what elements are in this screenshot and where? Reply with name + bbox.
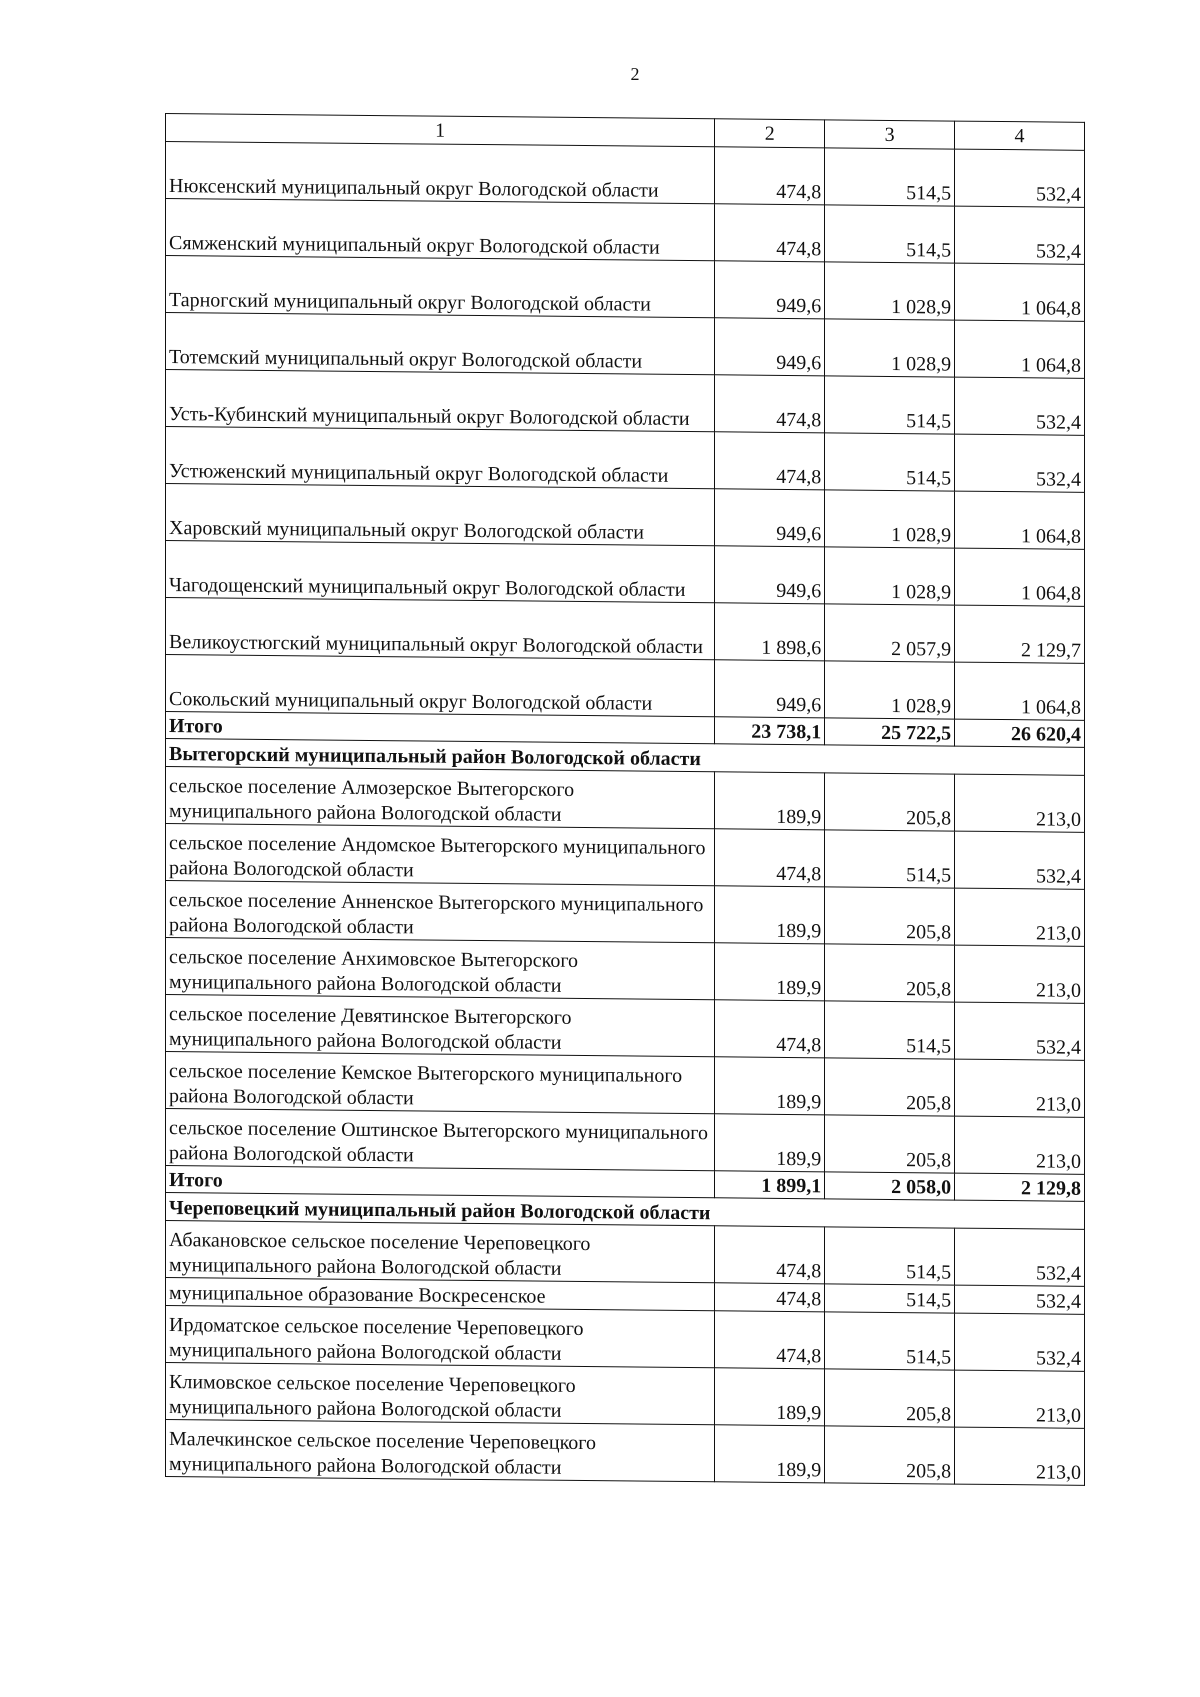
amount-col-3: 514,5 [825, 1001, 955, 1059]
table-row [166, 881, 1085, 947]
municipality-name: Тарногский муниципальный округ Вологодской области [166, 256, 715, 318]
column-number: 4 [955, 121, 1085, 150]
column-number: 3 [825, 120, 955, 149]
amount-col-2: 474,8 [715, 375, 825, 433]
total-label: Итого [166, 712, 715, 744]
amount-col-2: 189,9 [715, 1368, 825, 1426]
amount-col-2: 474,8 [715, 204, 825, 262]
amount-col-3: 1 028,9 [825, 490, 955, 548]
amount-col-2: 23 738,1 [715, 717, 825, 745]
amount-col-4: 2 129,7 [955, 605, 1085, 663]
total-label: Итого [166, 1166, 715, 1198]
amount-col-4: 1 064,8 [955, 548, 1085, 606]
municipality-name: сельское поселение Кемское Вытегорского муниципального района Вологодской области [166, 1052, 715, 1114]
table-row [166, 142, 1085, 208]
amount-col-2: 474,8 [715, 147, 825, 205]
table-row [166, 598, 1085, 664]
amount-col-2: 949,6 [715, 318, 825, 376]
municipality-name: сельское поселение Андомское Вытегорского муниципального района Вологодской области [166, 824, 715, 886]
amount-col-3: 205,8 [825, 1058, 955, 1116]
amount-col-4: 532,4 [955, 434, 1085, 492]
amount-col-4: 26 620,4 [955, 719, 1085, 747]
amount-col-2: 189,9 [715, 1057, 825, 1115]
section-title: Череповецкий муниципальный район Вологодской области [166, 1193, 1085, 1230]
amount-col-2: 189,9 [715, 943, 825, 1001]
amount-col-3: 205,8 [825, 887, 955, 945]
amount-col-3: 514,5 [825, 830, 955, 888]
column-number: 2 [715, 119, 825, 148]
amount-col-4: 532,4 [955, 206, 1085, 264]
amount-col-3: 514,5 [825, 376, 955, 434]
municipality-name: Климовское сельское поселение Череповецкого муниципального района Вологодской области [166, 1363, 715, 1425]
amount-col-3: 514,5 [825, 1312, 955, 1370]
amount-col-2: 949,6 [715, 660, 825, 718]
amount-col-2: 474,8 [715, 1226, 825, 1284]
amount-col-3: 25 722,5 [825, 718, 955, 746]
amount-col-4: 532,4 [955, 831, 1085, 889]
amount-col-4: 213,0 [955, 1370, 1085, 1428]
table-row [166, 938, 1085, 1004]
municipality-name: сельское поселение Девятинское Вытегорского муниципального района Вологодской области [166, 995, 715, 1057]
municipality-name: Ирдоматское сельское поселение Череповецкого муниципального района Вологодской области [166, 1306, 715, 1368]
amount-col-2: 474,8 [715, 432, 825, 490]
amount-col-3: 1 028,9 [825, 661, 955, 719]
amount-col-4: 1 064,8 [955, 320, 1085, 378]
amount-col-2: 189,9 [715, 1114, 825, 1172]
table-row [166, 427, 1085, 493]
amount-col-4: 213,0 [955, 1059, 1085, 1117]
table-row [166, 655, 1085, 721]
amount-col-4: 532,4 [955, 149, 1085, 207]
amount-col-4: 2 129,8 [955, 1173, 1085, 1201]
table-row [166, 199, 1085, 265]
table-row [166, 313, 1085, 379]
municipality-name: Абакановское сельское поселение Череповецкого муниципального района Вологодской области [166, 1221, 715, 1283]
amount-col-4: 532,4 [955, 377, 1085, 435]
amount-col-2: 474,8 [715, 1000, 825, 1058]
amount-col-2: 474,8 [715, 1283, 825, 1312]
amount-col-3: 1 028,9 [825, 547, 955, 605]
amount-col-4: 532,4 [955, 1285, 1085, 1314]
amount-col-4: 532,4 [955, 1313, 1085, 1371]
amount-col-3: 514,5 [825, 433, 955, 491]
amount-col-2: 189,9 [715, 1425, 825, 1483]
amount-col-4: 213,0 [955, 888, 1085, 946]
amount-col-4: 213,0 [955, 1427, 1085, 1485]
municipality-name: Сокольский муниципальный округ Вологодской области [166, 655, 715, 717]
amount-col-2: 474,8 [715, 1311, 825, 1369]
municipality-name: Тотемский муниципальный округ Вологодской области [166, 313, 715, 375]
amount-col-4: 213,0 [955, 1116, 1085, 1174]
page-number: 2 [630, 64, 640, 84]
amount-col-3: 205,8 [825, 1369, 955, 1427]
amount-col-3: 514,5 [825, 1227, 955, 1285]
amount-col-2: 949,6 [715, 546, 825, 604]
amount-col-2: 949,6 [715, 261, 825, 319]
section-title: Вытегорский муниципальный район Вологодской области [166, 739, 1085, 776]
amount-col-4: 532,4 [955, 1228, 1085, 1286]
column-number: 1 [166, 114, 715, 147]
municipality-name: сельское поселение Оштинское Вытегорского муниципального района Вологодской области [166, 1109, 715, 1171]
amount-col-3: 514,5 [825, 1284, 955, 1313]
table-row [166, 1306, 1085, 1372]
amount-col-4: 1 064,8 [955, 662, 1085, 720]
municipality-name: сельское поселение Анхимовское Вытегорского муниципального района Вологодской области [166, 938, 715, 1000]
amount-col-2: 474,8 [715, 829, 825, 887]
amount-col-3: 1 028,9 [825, 262, 955, 320]
table-row [166, 1109, 1085, 1175]
amount-col-4: 213,0 [955, 774, 1085, 832]
amount-col-3: 205,8 [825, 1115, 955, 1173]
amount-col-2: 1 899,1 [715, 1171, 825, 1199]
table-row [166, 1052, 1085, 1118]
municipality-name: Чагодощенский муниципальный округ Вологодской области [166, 541, 715, 603]
table-row [166, 1420, 1085, 1486]
municipality-name: муниципальное образование Воскресенское [166, 1278, 715, 1311]
table-row [166, 541, 1085, 607]
municipality-name: Великоустюгский муниципальный округ Вологодской области [166, 598, 715, 660]
table-row [166, 370, 1085, 436]
amount-col-4: 213,0 [955, 945, 1085, 1003]
table-row [166, 995, 1085, 1061]
municipality-name: сельское поселение Алмозерское Вытегорского муниципального района Вологодской области [166, 767, 715, 829]
amount-col-3: 205,8 [825, 944, 955, 1002]
municipality-name: сельское поселение Анненское Вытегорского муниципального района Вологодской области [166, 881, 715, 943]
municipality-name: Харовский муниципальный округ Вологодской области [166, 484, 715, 546]
amount-col-3: 514,5 [825, 205, 955, 263]
amount-col-4: 1 064,8 [955, 263, 1085, 321]
table-row [166, 256, 1085, 322]
table-row [166, 1221, 1085, 1287]
amount-col-3: 205,8 [825, 1426, 955, 1484]
amount-col-2: 189,9 [715, 886, 825, 944]
municipality-name: Усть-Кубинский муниципальный округ Вологодской области [166, 370, 715, 432]
table-row [166, 1363, 1085, 1429]
amount-col-2: 949,6 [715, 489, 825, 547]
table-row [166, 824, 1085, 890]
table-row [166, 767, 1085, 833]
amount-col-4: 1 064,8 [955, 491, 1085, 549]
amount-col-3: 1 028,9 [825, 319, 955, 377]
amount-col-4: 532,4 [955, 1002, 1085, 1060]
municipality-name: Устюженский муниципальный округ Вологодской области [166, 427, 715, 489]
amount-col-2: 1 898,6 [715, 603, 825, 661]
amount-col-2: 189,9 [715, 772, 825, 830]
amount-col-3: 205,8 [825, 773, 955, 831]
amount-col-3: 2 058,0 [825, 1172, 955, 1200]
allocation-table [165, 113, 1085, 1486]
municipality-name: Нюксенский муниципальный округ Вологодской области [166, 142, 715, 204]
table-row [166, 484, 1085, 550]
municipality-name: Малечкинское сельское поселение Череповецкого муниципального района Вологодской области [166, 1420, 715, 1482]
amount-col-3: 2 057,9 [825, 604, 955, 662]
amount-col-3: 514,5 [825, 148, 955, 206]
municipality-name: Сямженский муниципальный округ Вологодской области [166, 199, 715, 261]
